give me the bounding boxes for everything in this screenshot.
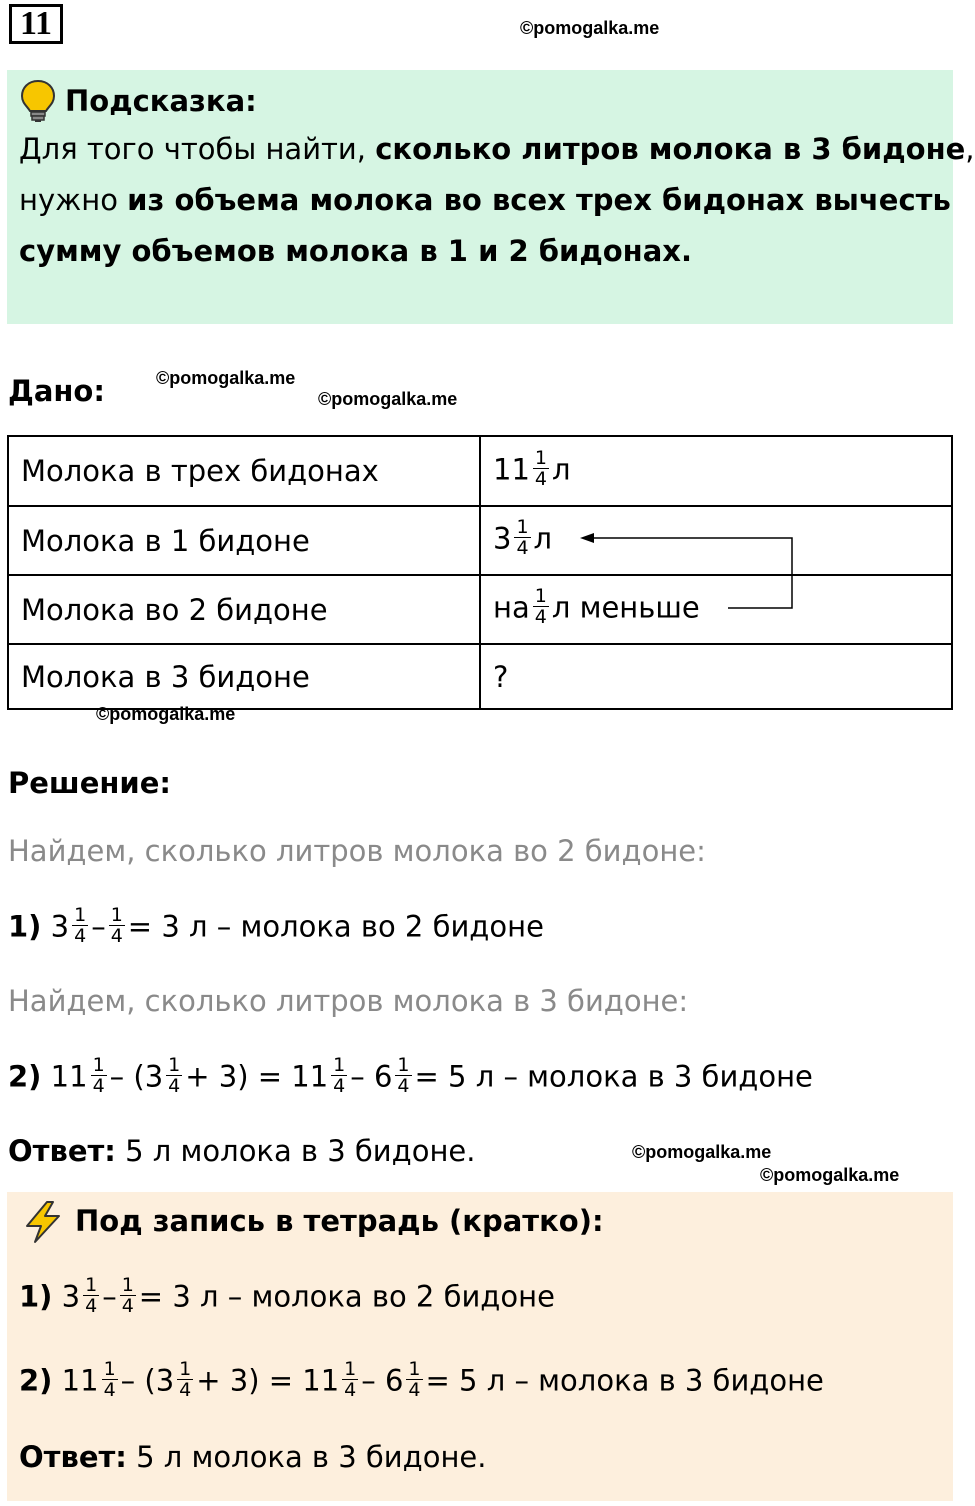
- row-label: Молока во 2 бидоне: [8, 575, 480, 644]
- watermark: ©pomogalka.me: [318, 389, 458, 409]
- step-1: 1) 3 $\frac{1}{4}$ – $\frac{1}{4}$ = 3 л – молока во 2 бидоне: [8, 904, 544, 947]
- hint-title: Подсказка:: [65, 84, 257, 118]
- find-step-2: Найдем, сколько литров молока в 3 бидоне:: [8, 984, 689, 1018]
- watermark: ©pomogalka.me: [96, 704, 236, 724]
- task-number: 11: [9, 4, 63, 44]
- notebook-answer: Ответ: 5 л молока в 3 бидоне.: [19, 1440, 487, 1474]
- watermark: ©pomogalka.me: [760, 1165, 900, 1185]
- row-value: на $\frac{1}{4}$ л меньше: [480, 575, 952, 644]
- given-table: [7, 435, 953, 710]
- notebook-title: Под запись в тетрадь (кратко):: [75, 1204, 604, 1238]
- lightbulb-icon: [19, 78, 57, 124]
- find-step-1: Найдем, сколько литров молока во 2 бидоне:: [8, 834, 706, 868]
- notebook-step-1: 1) 3 $\frac{1}{4}$ – $\frac{1}{4}$ = 3 л – молока во 2 бидоне: [19, 1274, 555, 1317]
- given-title: Дано:: [8, 374, 105, 408]
- notebook-step-2: 2) 11 $\frac{1}{4}$ – (3 $\frac{1}{4}$ + 3) = 11 $\frac{1}{4}$ – 6 $\frac{1}{4}$ = 5 л – молока в 3 бидоне: [19, 1358, 824, 1401]
- hint-box: [7, 70, 975, 324]
- row-value: ?: [480, 644, 952, 709]
- watermark: ©pomogalka.me: [156, 368, 296, 388]
- notebook-box: [7, 1192, 953, 1501]
- table-row: [8, 506, 952, 575]
- solution-title: Решение:: [8, 766, 172, 800]
- hint-line-3: сумму объемов молока в 1 и 2 бидонах.: [19, 234, 693, 268]
- row-label: Молока в трех бидонах: [8, 436, 480, 506]
- step-2: 2) 11 $\frac{1}{4}$ – (3 $\frac{1}{4}$ + 3) = 11 $\frac{1}{4}$ – 6 $\frac{1}{4}$ = 5 л – молока в 3 бидоне: [8, 1054, 813, 1097]
- table-row: [8, 436, 952, 506]
- table-row: [8, 644, 952, 709]
- relation-arrow: [570, 528, 810, 618]
- watermark: ©pomogalka.me: [520, 18, 660, 38]
- watermark: ©pomogalka.me: [632, 1142, 772, 1162]
- row-label: Молока в 1 бидоне: [8, 506, 480, 575]
- row-value: 3 $\frac{1}{4}$ л: [480, 506, 952, 575]
- answer: Ответ: 5 л молока в 3 бидоне.: [8, 1134, 476, 1168]
- table-row: [8, 575, 952, 644]
- hint-line-1: Для того чтобы найти, сколько литров молока в 3 бидоне,: [19, 132, 975, 166]
- row-label: Молока в 3 бидоне: [8, 644, 480, 709]
- lightning-icon: [21, 1200, 65, 1244]
- row-value: 11 $\frac{1}{4}$ л: [480, 436, 952, 506]
- hint-line-2: нужно из объема молока во всех трех бидонах вычесть: [19, 183, 951, 217]
